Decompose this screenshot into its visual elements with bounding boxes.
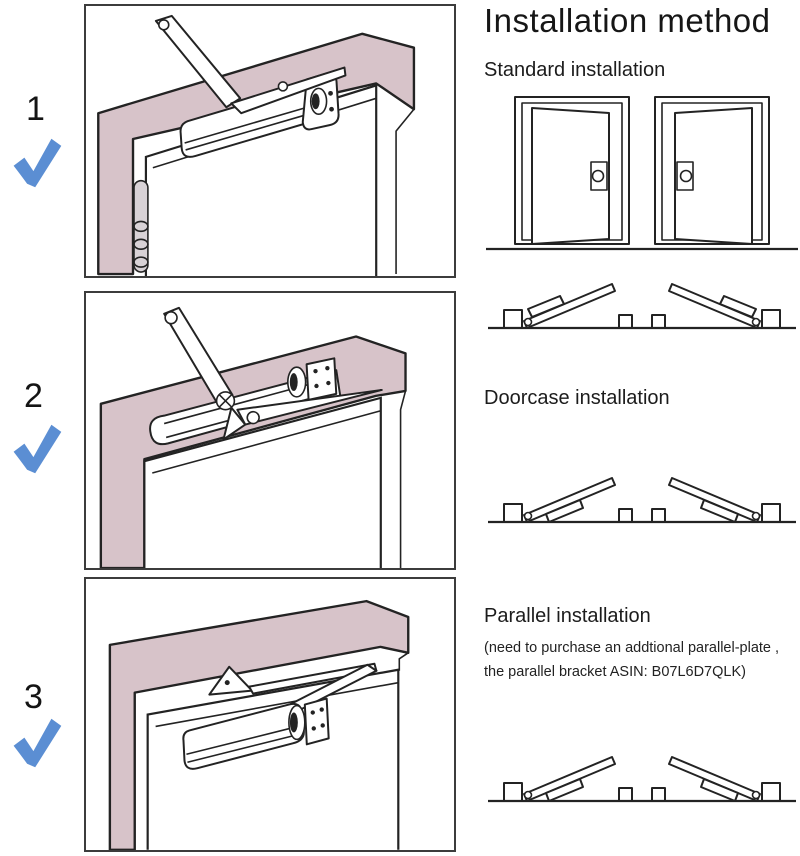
check-icon (10, 714, 64, 772)
heading-standard-installation: Standard installation (484, 59, 666, 81)
standard-installation-drawing (86, 6, 454, 276)
parallel-note-line-2: the parallel bracket ASIN: B07L6D7QLK) (484, 664, 746, 680)
parallel-plan-diagram (486, 741, 798, 805)
parallel-note-line-1: (need to purchase an addtional parallel-plate , (484, 640, 780, 656)
doorcase-plan-diagram (486, 462, 798, 526)
page-title: Installation method (484, 2, 771, 39)
heading-doorcase-installation: Doorcase installation (484, 387, 670, 409)
panel-parallel-installation (84, 577, 456, 852)
parallel-installation-drawing (86, 579, 454, 850)
doorcase-installation-drawing (86, 293, 454, 568)
step-number-1: 1 (26, 90, 45, 128)
panel-standard-installation (84, 4, 456, 278)
step-number-2: 2 (24, 377, 43, 415)
standard-plan-diagram (486, 268, 798, 332)
step-number-3: 3 (24, 678, 43, 716)
panel-doorcase-installation (84, 291, 456, 570)
heading-parallel-installation: Parallel installation (484, 605, 651, 627)
check-icon (10, 420, 64, 478)
standard-doors-diagram (486, 92, 798, 257)
check-icon (10, 134, 64, 192)
